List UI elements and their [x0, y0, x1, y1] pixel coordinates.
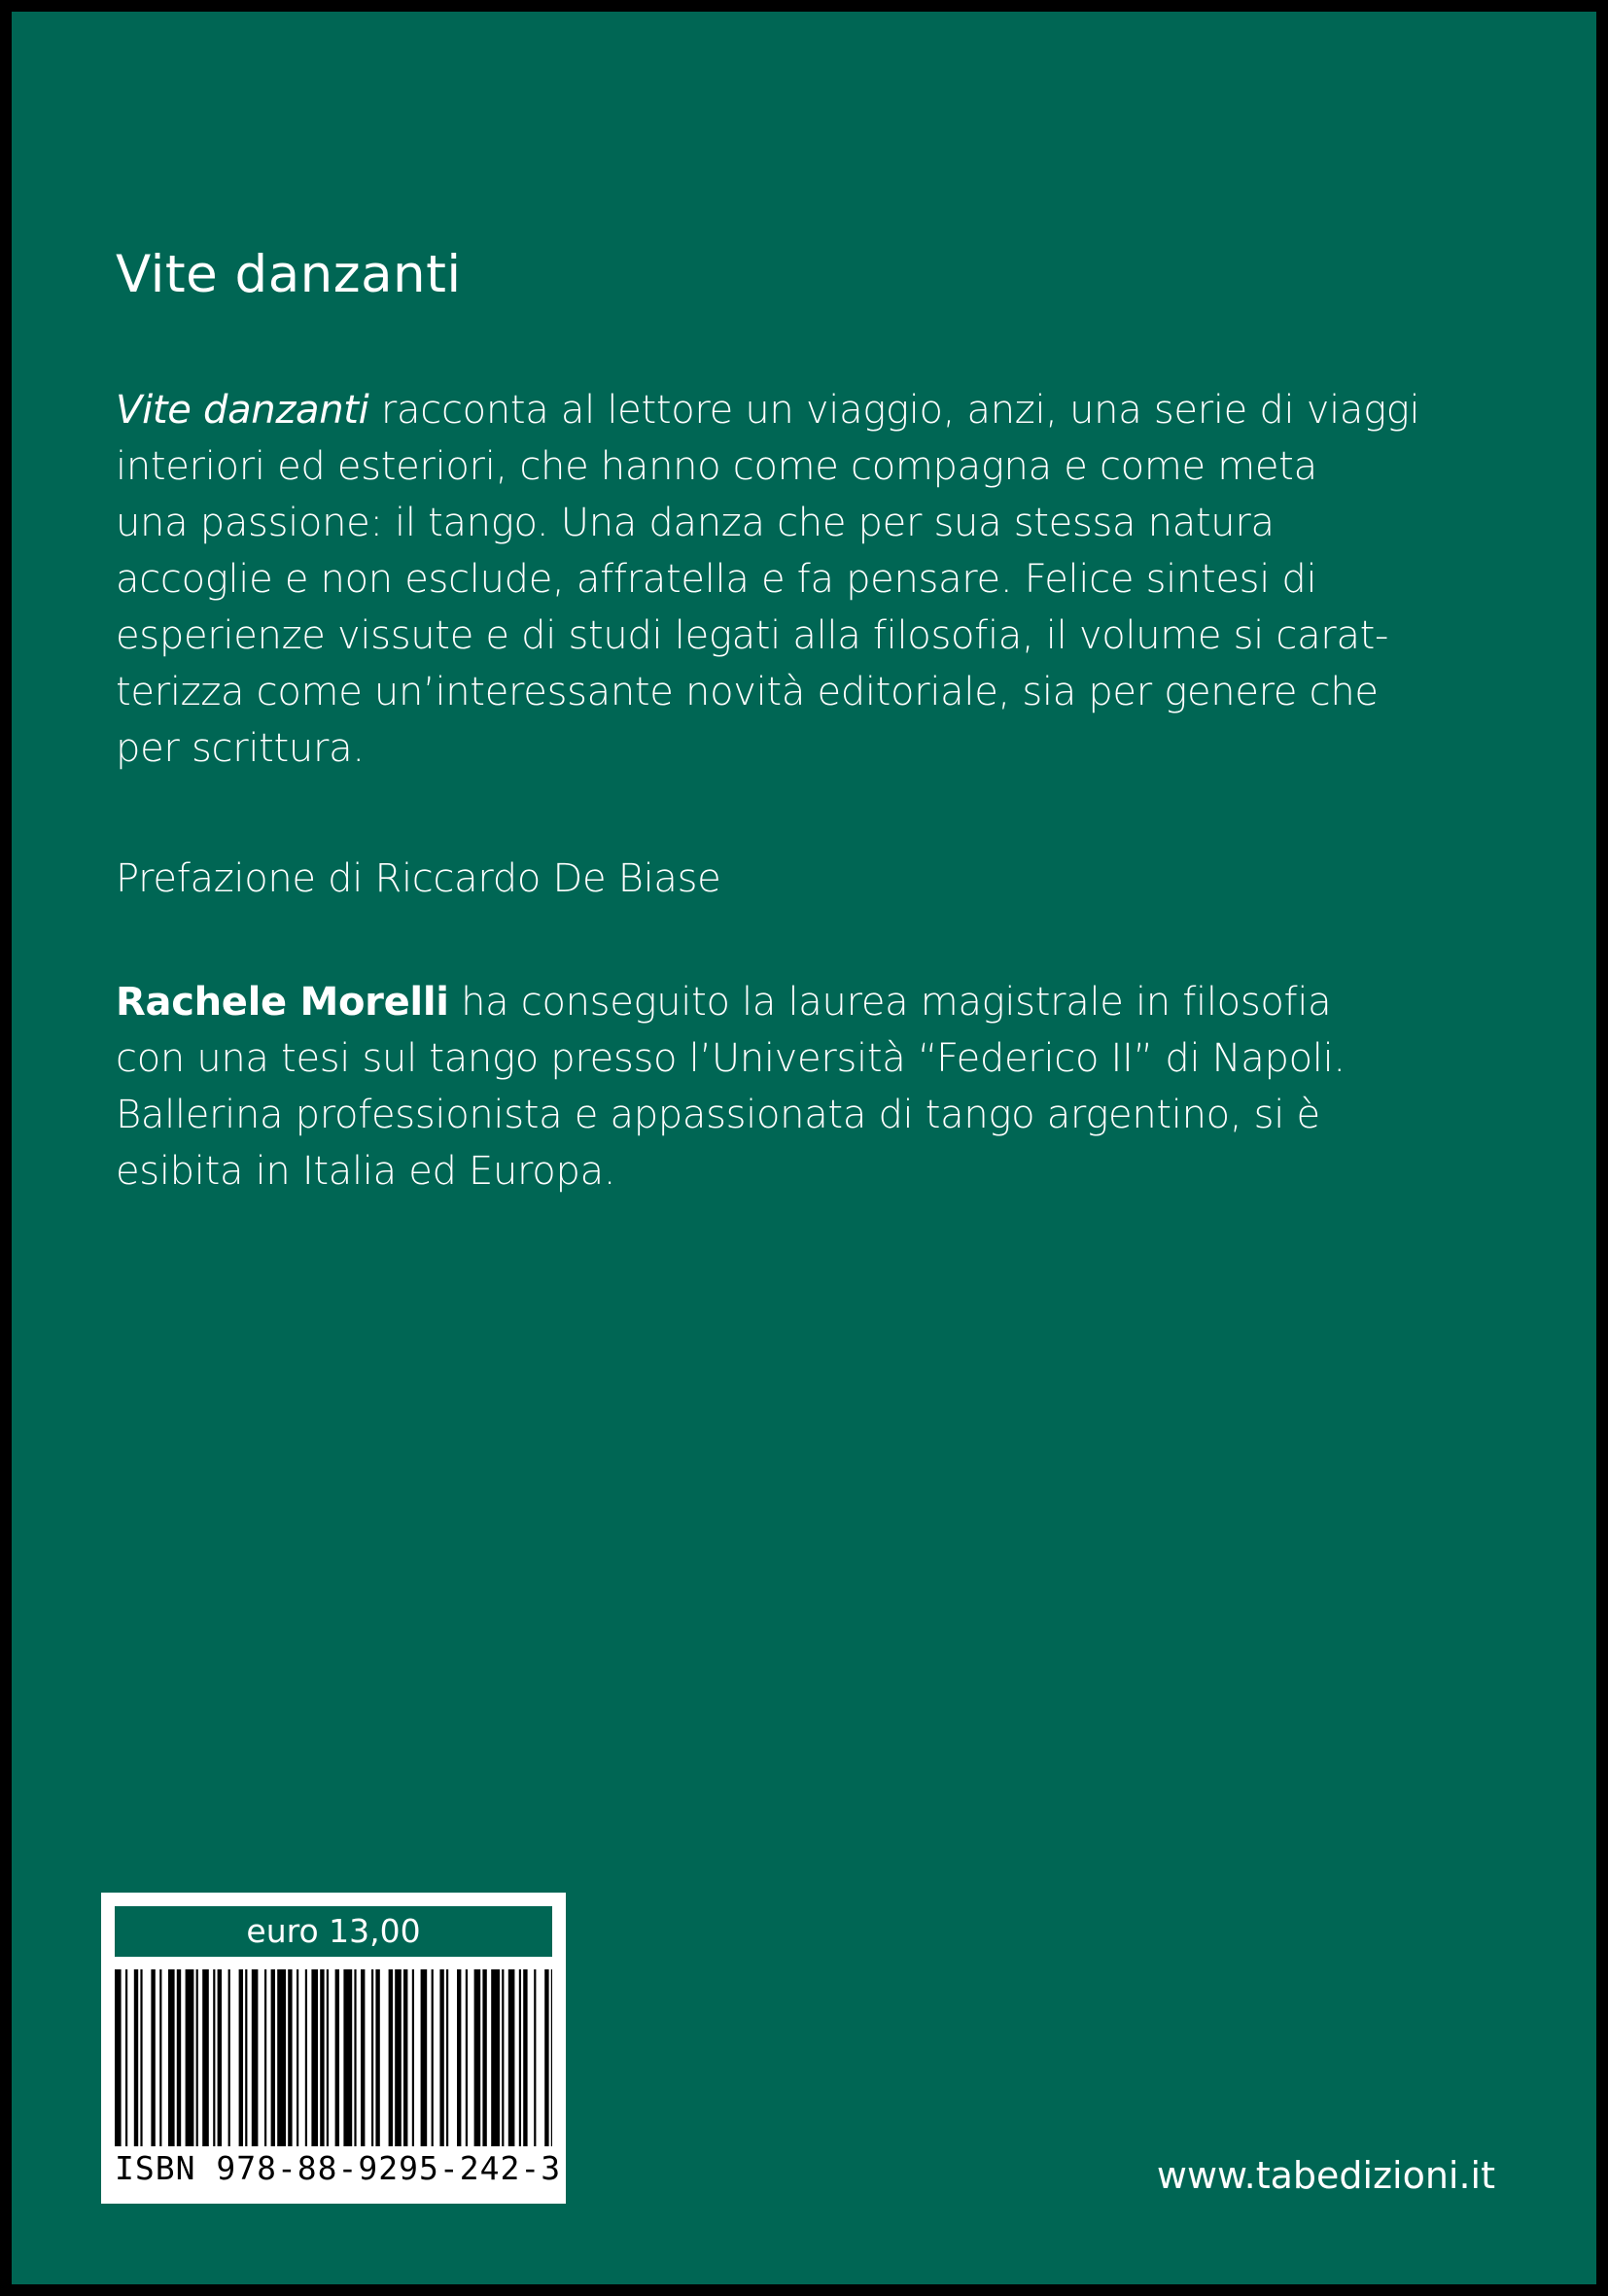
barcode-bar [252, 1969, 259, 2146]
barcode-bar [354, 1969, 356, 2146]
barcode-bar [159, 1969, 161, 2146]
barcode-bar [213, 1969, 215, 2146]
barcode-bar [474, 1969, 481, 2146]
barcode-bar [361, 1969, 365, 2146]
barcode-bar [228, 1969, 230, 2146]
isbn-number: ISBN 978-88-9295-242-3 [115, 2149, 562, 2187]
barcode-bar [202, 1969, 209, 2146]
barcode-bar [491, 1969, 500, 2146]
barcode-bar [177, 1969, 181, 2146]
barcode-bar [371, 1969, 373, 2146]
author-bio-text: ha conseguito la laurea magistrale in filosofia [448, 980, 1332, 1025]
synopsis-line: accoglie e non esclude, affratella e fa pensare. Felice sintesi di [116, 557, 1317, 602]
barcode-bar [277, 1969, 286, 2146]
book-title: Vite danzanti [116, 245, 462, 304]
barcode-bar [218, 1969, 222, 2146]
barcode-bar [457, 1969, 461, 2146]
publisher-website: www.tabedizioni.it [1156, 2154, 1495, 2197]
barcode-bar [439, 1969, 443, 2146]
barcode-bar [519, 1969, 521, 2146]
preface-credit [116, 851, 1525, 907]
barcode-bar [523, 1969, 527, 2146]
synopsis-line: terizza come un’interessante novità editoriale, sia per genere che [116, 670, 1379, 714]
barcode-bar [271, 1969, 275, 2146]
author-bio [116, 974, 1525, 1200]
barcode-bar [239, 1969, 243, 2146]
barcode-bar [343, 1969, 352, 2146]
barcode-bar [466, 1969, 468, 2146]
barcode-bar [508, 1969, 515, 2146]
barcode-bar [432, 1969, 434, 2146]
barcode-bar [125, 1969, 127, 2146]
barcode-bar [389, 1969, 393, 2146]
synopsis-text: racconta al lettore un viaggio, anzi, una serie di viaggi [368, 388, 1420, 433]
price-label: euro 13,00 [115, 1906, 552, 1957]
barcode-bar [421, 1969, 428, 2146]
barcode-box [101, 1893, 566, 2204]
author-bio-line: con una tesi sul tango presso l’Università “Federico II” di Napoli. [116, 1036, 1346, 1081]
barcode-bar [196, 1969, 198, 2146]
barcode-bar [311, 1969, 318, 2146]
barcode-bar [320, 1969, 324, 2146]
barcode-bar [115, 1969, 122, 2146]
barcode-bar [412, 1969, 414, 2146]
synopsis-line: per scrittura. [116, 726, 365, 771]
barcode-bar [482, 1969, 486, 2146]
barcode-bar [134, 1969, 138, 2146]
synopsis-line: una passione: il tango. Una danza che per sua stessa natura [116, 501, 1275, 545]
barcode-bar [446, 1969, 448, 2146]
barcode-bar [395, 1969, 402, 2146]
barcode-bar [544, 1969, 548, 2146]
author-bio-line [116, 974, 1525, 1030]
barcode-bar [297, 1969, 298, 2146]
barcode-bar [186, 1969, 194, 2146]
barcode-bar [534, 1969, 536, 2146]
barcode-bar [327, 1969, 329, 2146]
barcode [115, 1969, 552, 2146]
barcode-bar [502, 1969, 504, 2146]
preface-text: Prefazione di Riccardo De Biase [116, 856, 721, 901]
author-bio-line: esibita in Italia ed Europa. [116, 1149, 616, 1194]
barcode-bar [335, 1969, 339, 2146]
barcode-bar [403, 1969, 407, 2146]
synopsis-italic-title: Vite danzanti [116, 388, 369, 433]
synopsis [116, 382, 1525, 777]
barcode-bar [168, 1969, 175, 2146]
back-cover [12, 12, 1596, 2284]
synopsis-line [116, 382, 1525, 438]
barcode-bar [551, 1969, 552, 2146]
barcode-bar [151, 1969, 155, 2146]
synopsis-line: interiori ed esteriori, che hanno come compagna e come meta [116, 444, 1317, 489]
author-bio-line: Ballerina professionista e appassionata di tango argentino, si è [116, 1093, 1320, 1137]
barcode-bar [375, 1969, 379, 2146]
barcode-bar [245, 1969, 247, 2146]
synopsis-line: esperienze vissute e di studi legati alla filosofia, il volume si carat- [116, 613, 1389, 658]
barcode-bar [305, 1969, 307, 2146]
author-name: Rachele Morelli [116, 980, 449, 1025]
barcode-bar [288, 1969, 292, 2146]
barcode-bar [140, 1969, 142, 2146]
barcode-bar [264, 1969, 266, 2146]
